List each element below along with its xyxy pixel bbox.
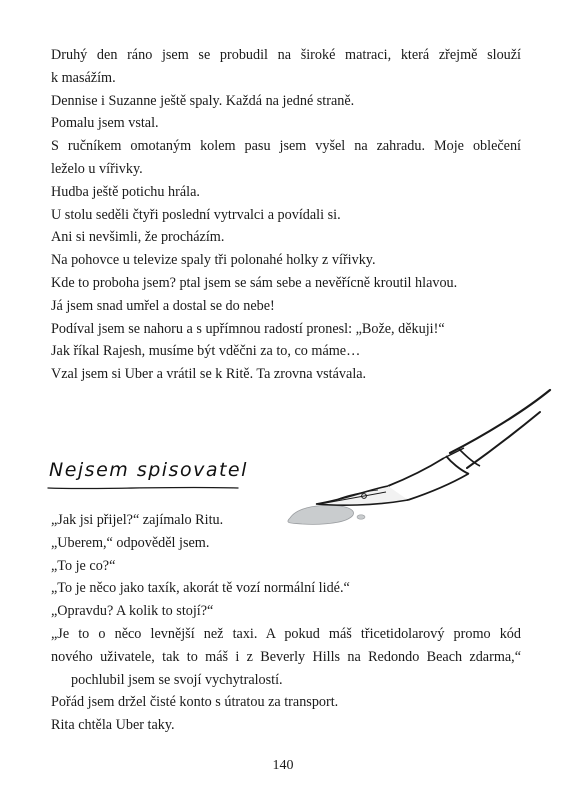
text-line: „To je co?“ [51, 557, 116, 574]
text-line: Na pohovce u televize spaly tři polonahé holky z vířivky. [51, 252, 376, 269]
text-line: „Jak jsi přijel?“ zajímalo Ritu. [51, 512, 224, 528]
text-line: Kde to proboha jsem? ptal jsem se sám sebe a nevěřícně kroutil hlavou. [51, 274, 458, 291]
text-line: Pořád jsem držel čisté konto s útratou za transport. [51, 694, 339, 711]
section-heading: Nejsem spisovatel [49, 459, 248, 481]
text-line: U stolu seděli čtyři poslední vytrvalci a povídali si. [51, 206, 341, 223]
text-line: Podíval jsem se nahoru a s upřímnou radostí pronesl: „Bože, děkuji!“ [51, 320, 445, 337]
section-1-text [51, 44, 521, 386]
section-2-text [51, 509, 521, 737]
text-line: „To je něco jako taxík, akorát tě vozí normální lidé.“ [51, 580, 350, 597]
text-line: Ani si nevšimli, že procházím. [51, 229, 225, 246]
text-line: nového uživatele, tak to máš i z Beverly Hills na Redondo Beach zdarma,“ [51, 648, 521, 665]
text-line: pochlubil jsem se svojí vychytralostí. [71, 671, 283, 688]
text-line: S ručníkem omotaným kolem pasu jsem vyšel na zahradu. Moje oblečení [51, 138, 521, 155]
heading-underline [46, 484, 241, 492]
text-line: Vzal jsem si Uber a vrátil se k Ritě. Ta zrovna vstávala. [51, 366, 367, 383]
text-line: Rita chtěla Uber taky. [51, 717, 175, 734]
text-line: „Opravdu? A kolik to stojí?“ [51, 603, 214, 620]
text-line: Druhý den ráno jsem se probudil na široké matraci, která zřejmě slouží [51, 47, 521, 63]
text-line: „Je to o něco levnější než taxi. A pokud máš třicetidolarový promo kód [51, 625, 521, 642]
text-line: „Uberem,“ odpověděl jsem. [51, 534, 210, 551]
text-line: Dennise i Suzanne ještě spaly. Každá na jedné straně. [51, 92, 355, 109]
page-number: 140 [272, 758, 294, 773]
text-line: k masážím. [51, 69, 116, 86]
text-line: leželo u vířivky. [51, 160, 143, 177]
text-line: Jak říkal Rajesh, musíme být vděčni za to, co máme… [51, 343, 361, 360]
text-line: Hudba ještě potichu hrála. [51, 183, 200, 200]
text-line: Já jsem snad umřel a dostal se do nebe! [51, 297, 275, 314]
text-line: Pomalu jsem vstal. [51, 115, 159, 132]
